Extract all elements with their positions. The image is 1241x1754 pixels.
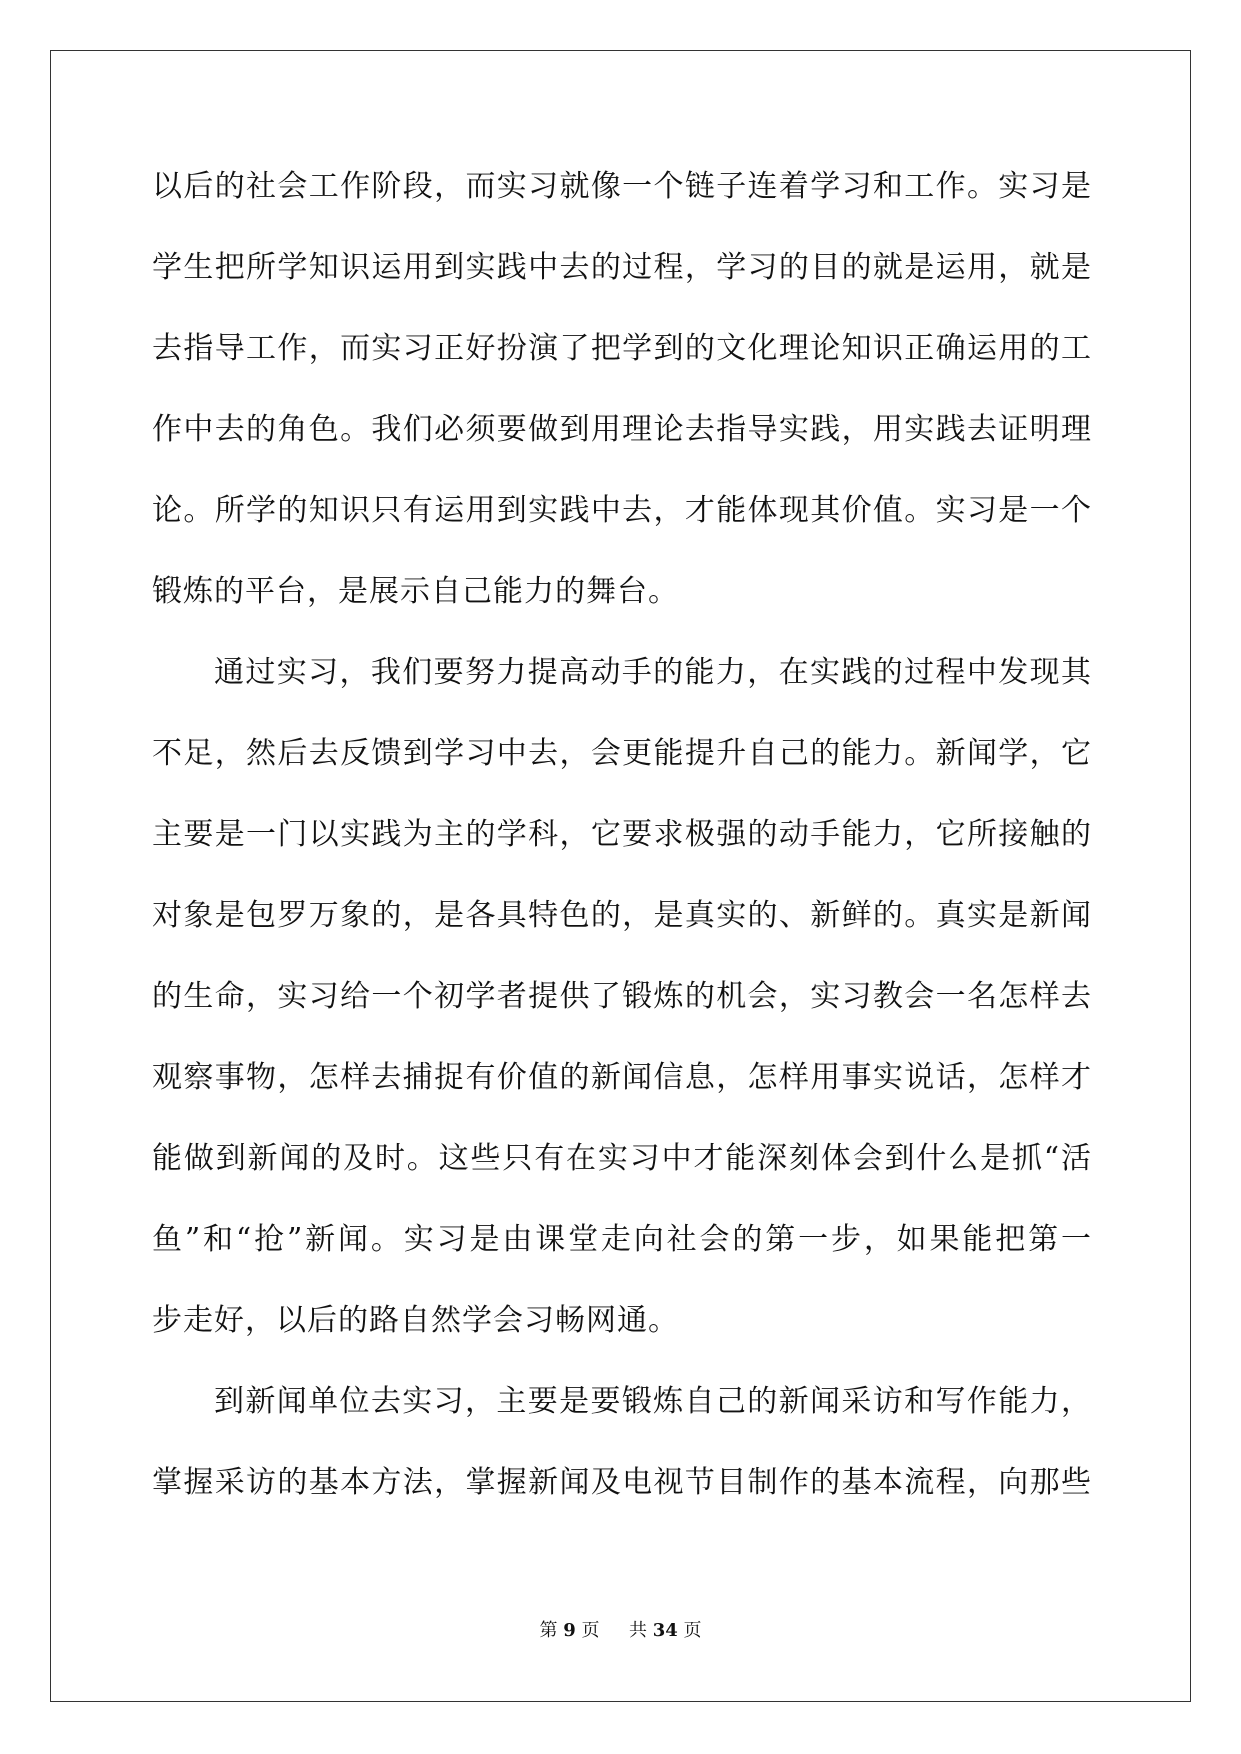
- page-prefix: 第: [539, 1620, 558, 1641]
- text-line: 的生命，实习给一个初学者提供了锻炼的机会，实习教会一名怎样去: [152, 979, 1092, 1014]
- text-line: 去指导工作，而实习正好扮演了把学到的文化理论知识正确运用的工: [152, 331, 1092, 366]
- text-line: 鱼”和“抢”新闻。实习是由课堂走向社会的第一步，如果能把第一: [152, 1222, 1092, 1257]
- text-line: 掌握采访的基本方法，掌握新闻及电视节目制作的基本流程，向那些: [152, 1465, 1092, 1500]
- page-suffix: 页: [581, 1620, 600, 1641]
- text-line: 观察事物，怎样去捕捉有价值的新闻信息，怎样用事实说话，怎样才: [152, 1060, 1092, 1095]
- text-line: 论。所学的知识只有运用到实践中去，才能体现其价值。实习是一个: [152, 493, 1092, 528]
- text-line: 对象是包罗万象的，是各具特色的，是真实的、新鲜的。真实是新闻: [152, 898, 1092, 933]
- text-line: 以后的社会工作阶段，而实习就像一个链子连着学习和工作。实习是: [152, 169, 1092, 204]
- text-line: 主要是一门以实践为主的学科，它要求极强的动手能力，它所接触的: [152, 817, 1092, 852]
- text-line: 锻炼的平台，是展示自己能力的舞台。: [152, 574, 679, 609]
- total-suffix: 页: [683, 1620, 702, 1641]
- text-line: 作中去的角色。我们必须要做到用理论去指导实践，用实践去证明理: [152, 412, 1092, 447]
- text-line: 能做到新闻的及时。这些只有在实习中才能深刻体会到什么是抓“活: [152, 1141, 1092, 1176]
- page-number: 9: [563, 1620, 576, 1641]
- paragraph-first-line: 通过实习，我们要努力提高动手的能力，在实践的过程中发现其: [214, 655, 1092, 690]
- total-pages: 34: [652, 1620, 678, 1641]
- paragraph-first-line: 到新闻单位去实习，主要是要锻炼自己的新闻采访和写作能力，: [214, 1384, 1092, 1419]
- text-line: 不足，然后去反馈到学习中去，会更能提升自己的能力。新闻学，它: [152, 736, 1092, 771]
- text-line: 步走好，以后的路自然学会习畅网通。: [152, 1303, 679, 1338]
- text-line: 学生把所学知识运用到实践中去的过程，学习的目的就是运用，就是: [152, 250, 1092, 285]
- document-body: [152, 160, 1092, 1537]
- page-footer: [0, 1616, 1241, 1642]
- total-prefix: 共: [628, 1620, 647, 1641]
